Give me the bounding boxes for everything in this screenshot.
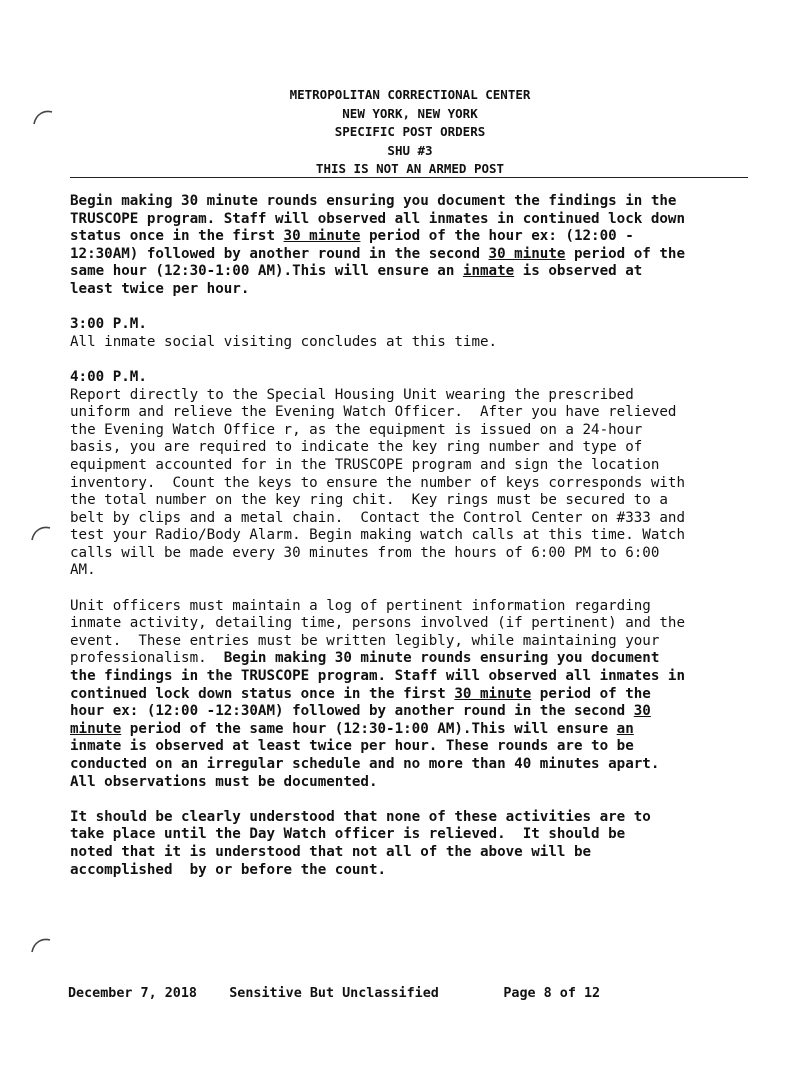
time-heading-300pm: 3:00 P.M. [70, 316, 147, 333]
punch-hole-mark-bottom [30, 934, 54, 958]
closing-paragraph: It should be clearly understood that none of these activities are to take place until the Day Watch officer is relieved. It should be noted that it is understood that not all of the above will be accomplished by or before the count. [70, 808, 651, 878]
document-body [70, 193, 760, 897]
header-post: SHU #3 [387, 142, 433, 158]
footer-classification: Sensitive But Unclassified [229, 986, 439, 1001]
header-armed-status: THIS IS NOT AN ARMED POST [315, 161, 505, 176]
footer-date: December 7, 2018 [68, 986, 197, 1001]
punch-hole-mark-top [32, 106, 56, 130]
header-divider [70, 177, 748, 178]
page-footer [68, 985, 768, 1003]
time-heading-400pm: 4:00 P.M. [70, 368, 147, 385]
header-doc-type: SPECIFIC POST ORDERS [334, 124, 486, 139]
header-location: NEW YORK, NEW YORK [342, 105, 478, 121]
section-300pm [70, 316, 760, 351]
footer-page-number: Page 8 of 12 [503, 986, 601, 1001]
intro-paragraph: Begin making 30 minute rounds ensuring you document the findings in the TRUSCOPE program. Staff will observed all inmates in continued lock down status once in the first 30 minute period of the hour ex: (12:00 - 12:30AM) followed by another round in the second 30 minute period of the same hour (12:30-1:00 AM).This will ensure an inmate is observed at least twice per hour. [70, 193, 686, 297]
section-400pm: 4:00 P.M. Report directly to the Special Housing Unit wearing the prescribed uniform and relieve the Evening Watch Officer. After you have relieved the Evening Watch Office r, as the equipment is issued on a 24-hour basis, you are required to indicate the key ring number and type of equipment accounted for in the TRUSCOPE program and sign the location inventory. Count the keys to ensure the number of keys corresponds with the total number on the key ring chit. Key rings must be secured to a belt by clips and a metal chain. Contact the Control Center on #333 and test your Radio/Body Alarm. Begin making watch calls at this time. Watch calls will be made every 30 minutes from the hours of 6:00 PM to 6:00 AM. [70, 368, 685, 579]
unit-officers-paragraph: Unit officers must maintain a log of pertinent information regarding inmate activity, detailing time, persons involved (if pertinent) and the event. These entries must be written legibly, while maintaining your professionalism. Begin making 30 minute rounds ensuring you document the findings in the TRUSCOPE program. Staff will observed all inmates in continued lock down status once in the first 30 minute period of the hour ex: (12:00 -12:30AM) followed by another round in the second 30 minute period of the same hour (12:30-1:00 AM).This will ensure an inmate is observed at least twice per hour. These rounds are to be conducted on an irregular schedule and no more than 40 minutes apart. All observations must be documented. [70, 597, 685, 790]
section-300pm-text: All inmate social visiting concludes at this time. [70, 333, 498, 350]
header-institution: METROPOLITAN CORRECTIONAL CENTER [289, 87, 531, 102]
punch-hole-mark-middle [30, 522, 54, 546]
document-header [72, 86, 748, 179]
